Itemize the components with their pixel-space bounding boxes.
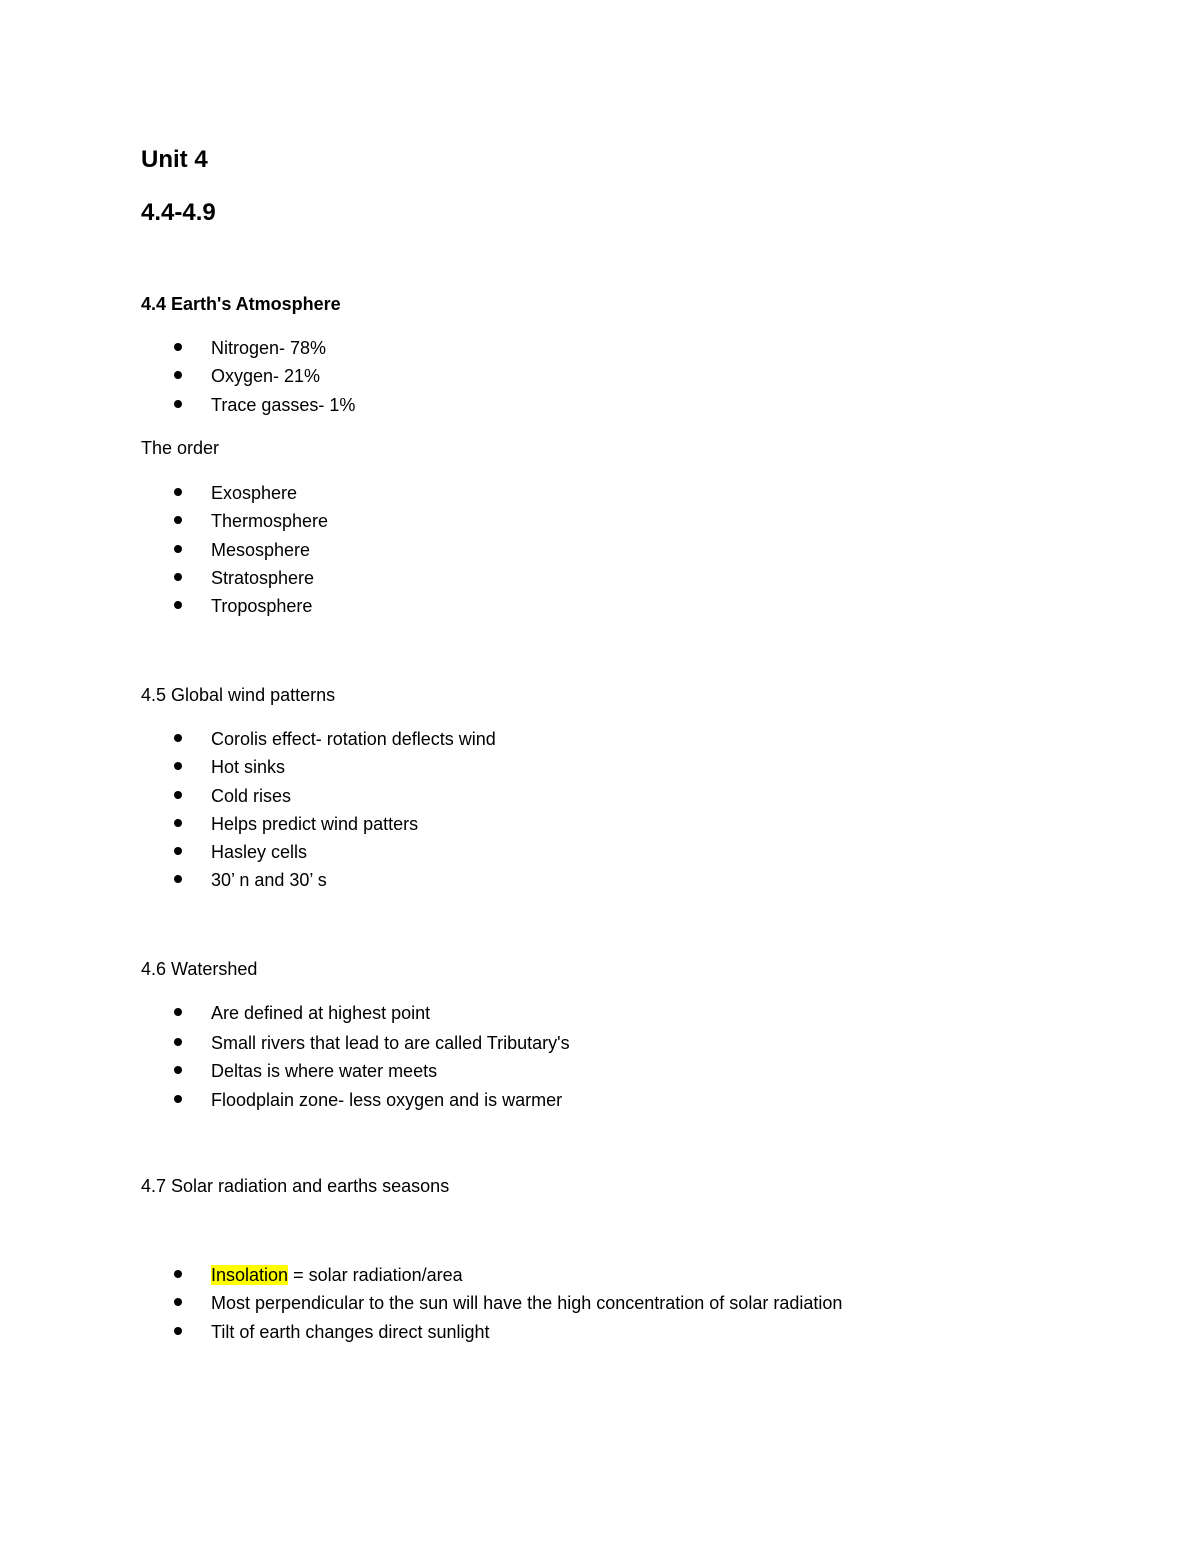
bullet-icon [174,791,182,799]
bullet-icon [174,1095,182,1103]
bullet-icon [174,1038,182,1046]
order-label: The order [141,438,220,458]
bullet-icon [174,371,182,379]
bullet-icon [174,488,182,496]
section-heading-solar: 4.7 Solar radiation and earths seasons [141,1176,450,1196]
bullet-icon [174,1327,182,1335]
section-heading-watershed: 4.6 Watershed [141,959,258,979]
bullet-icon [174,516,182,524]
section-heading-atmosphere: 4.4 Earth's Atmosphere [141,294,341,314]
bullet-icon [174,847,182,855]
bullet-icon [174,762,182,770]
bullet-icon [174,545,182,553]
document-title: Unit 4 [141,146,208,173]
bullet-icon [174,819,182,827]
bullet-icon [174,875,182,883]
highlighted-term: Insolation [211,1265,289,1285]
bullet-icon [174,1008,182,1016]
bullet-icon [174,601,182,609]
document-subtitle: 4.4-4.9 [141,199,216,226]
bullet-icon [174,343,182,351]
bullet-icon [174,1298,182,1306]
bullet-icon [174,1066,182,1074]
bullet-icon [174,573,182,581]
bullet-icon [174,734,182,742]
bullet-icon [174,1270,182,1278]
document-page: Unit 4 4.4-4.9 4.4 Earth's Atmosphere Nitrogen- 78% Oxygen- 21% Trace gasses- 1% The order Exosphere Thermosphere Mesosphere Stratosphere Troposphere 4.5 Global wind patterns Corolis effect- rotation deflects wind Hot sinks Cold rises Helps predict wind patters Hasley cells 30’ n and 30’ s 4.6 Watershed Are defined at highest point Small rivers that lead to are called Tributary's Deltas is where water meets Floodplain zone- less oxygen and is warmer 4.7 Solar radiation and earths seasons Insolation = solar radiation/area Most perpendicular to the sun will have the high concentration of solar radiation Tilt of earth changes direct sunlight [141,146,843,1342]
bullet-icon [174,400,182,408]
section-heading-wind: 4.5 Global wind patterns [141,685,336,705]
